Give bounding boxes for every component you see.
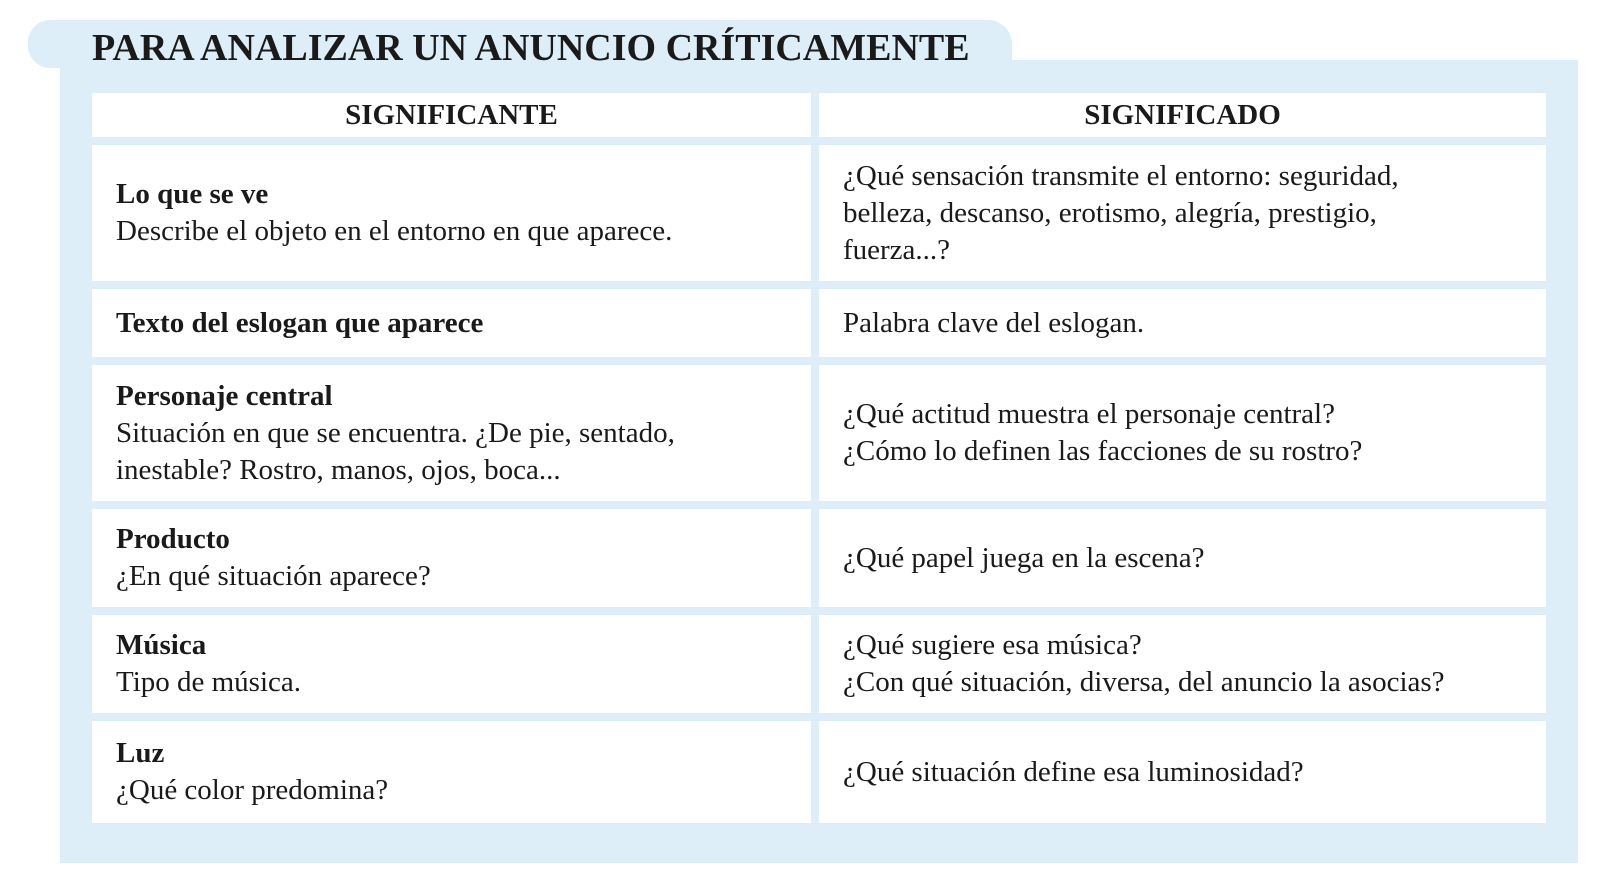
row-5-right-line-2: ¿Con qué situación, diversa, del anuncio la asocias? xyxy=(843,666,1445,698)
row-1-right-line-1: ¿Qué sensación transmite el entorno: seguridad, xyxy=(843,159,1399,192)
row-1-right-line-3: fuerza...? xyxy=(843,233,951,266)
row-4-left-line-1: ¿En qué situación aparece? xyxy=(116,560,431,592)
row-6-significante xyxy=(92,721,811,823)
row-4-right-line-1: ¿Qué papel juega en la escena? xyxy=(843,541,1205,574)
header-significante: SIGNIFICANTE xyxy=(92,93,811,137)
row-3-left-line-1: Situación en que se encuentra. ¿De pie, sentado, xyxy=(116,416,675,449)
row-5-left-line-1: Tipo de música. xyxy=(116,666,302,698)
row-3-left-line-2: inestable? Rostro, manos, ojos, boca... xyxy=(116,453,561,486)
row-1-significado xyxy=(819,145,1546,281)
row-1-title: Lo que se ve xyxy=(116,178,269,210)
row-2-title: Texto del eslogan que aparece xyxy=(116,306,484,339)
row-2-right-line-1: Palabra clave del eslogan. xyxy=(843,306,1145,339)
row-6-right-line-1: ¿Qué situación define esa luminosidad? xyxy=(843,755,1304,788)
header-significado: SIGNIFICADO xyxy=(819,93,1546,137)
row-5-significado xyxy=(819,615,1546,713)
row-6-significado xyxy=(819,721,1546,823)
row-5-title: Música xyxy=(116,629,207,661)
analysis-table xyxy=(92,93,1546,823)
row-5-significante xyxy=(92,615,811,713)
row-3-significado xyxy=(819,365,1546,501)
row-4-significante xyxy=(92,509,811,607)
row-4-significado xyxy=(819,509,1546,607)
row-1-right-line-2: belleza, descanso, erotismo, alegría, prestigio, xyxy=(843,196,1377,229)
row-2-significante xyxy=(92,289,811,357)
row-2-significado xyxy=(819,289,1546,357)
row-3-significante xyxy=(92,365,811,501)
row-3-right-line-1: ¿Qué actitud muestra el personaje central? xyxy=(843,398,1335,430)
row-3-title: Personaje central xyxy=(116,379,333,412)
row-3-right-line-2: ¿Cómo lo definen las facciones de su rostro? xyxy=(843,435,1363,467)
row-1-significante xyxy=(92,145,811,281)
row-1-left-line-1: Describe el objeto en el entorno en que aparece. xyxy=(116,215,673,247)
page-title: PARA ANALIZAR UN ANUNCIO CRÍTICAMENTE xyxy=(92,27,970,69)
row-6-left-line-1: ¿Qué color predomina? xyxy=(116,774,389,806)
row-4-title: Producto xyxy=(116,523,230,555)
row-6-title: Luz xyxy=(116,737,165,769)
row-5-right-line-1: ¿Qué sugiere esa música? xyxy=(843,629,1142,661)
